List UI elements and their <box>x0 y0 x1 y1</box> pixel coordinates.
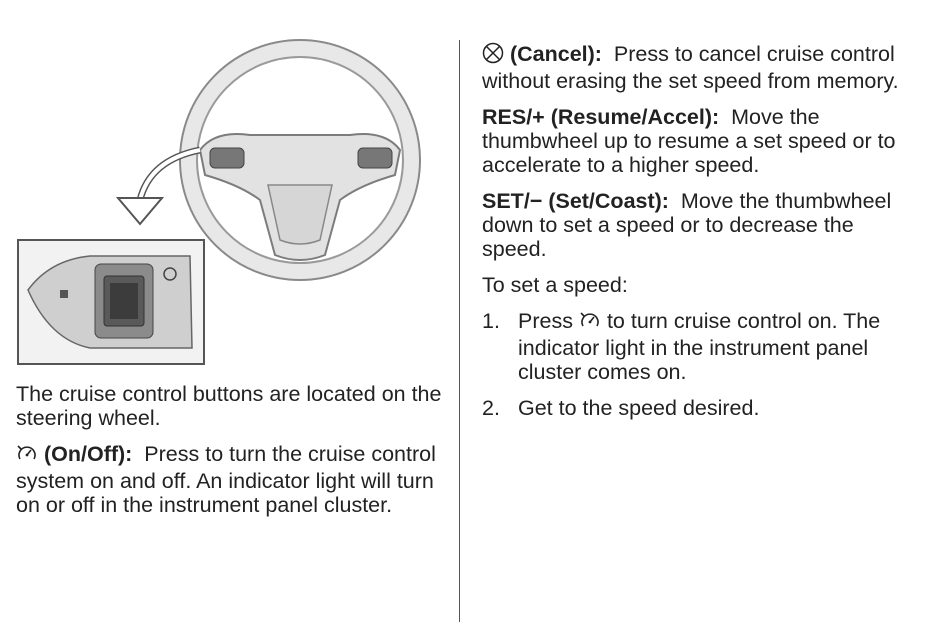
set-text: Move the thumbwheel down to set a speed or to decrease the speed. <box>482 189 892 261</box>
column-divider <box>459 40 460 622</box>
right-column <box>482 42 922 432</box>
list-item <box>482 396 922 420</box>
cruise-control-icon <box>579 311 601 336</box>
res-paragraph <box>482 105 922 177</box>
cancel-text: Press to cancel cruise control without erasing the set speed from memory. <box>482 42 899 93</box>
intro-paragraph: The cruise control buttons are located on the steering wheel. <box>16 382 442 430</box>
list-item <box>482 309 922 384</box>
step-text-after: to turn cruise control on. The indicator light in the instrument panel cluster comes on. <box>518 309 881 384</box>
step-text: Get to the speed desired. <box>518 396 760 420</box>
step-number: 1. <box>482 309 500 333</box>
onoff-paragraph <box>16 442 456 517</box>
set-paragraph <box>482 189 922 261</box>
res-text: Move the thumbwheel up to resume a set speed or to accelerate to a higher speed. <box>482 105 896 177</box>
step-number: 2. <box>482 396 500 420</box>
cancel-label: (Cancel): <box>509 42 602 66</box>
left-column <box>16 382 456 529</box>
steering-wheel-graphic <box>180 40 420 280</box>
cancel-icon <box>482 42 504 69</box>
cancel-paragraph <box>482 42 922 93</box>
res-label: RES/+ (Resume/Accel): <box>482 105 720 129</box>
set-label: SET/− (Set/Coast): <box>482 189 669 213</box>
onoff-label: (On/Off): <box>43 442 133 466</box>
button-inset <box>18 240 204 364</box>
onoff-text: Press to turn the cruise control system on and off. An indicator light will turn on or off in the instrument panel cluster. <box>16 442 436 517</box>
cruise-control-icon <box>16 444 38 469</box>
steps-list <box>482 309 922 420</box>
to-set-heading: To set a speed: <box>482 273 628 297</box>
steering-wheel-illustration <box>0 0 440 370</box>
step-text-before: Press <box>518 309 573 333</box>
